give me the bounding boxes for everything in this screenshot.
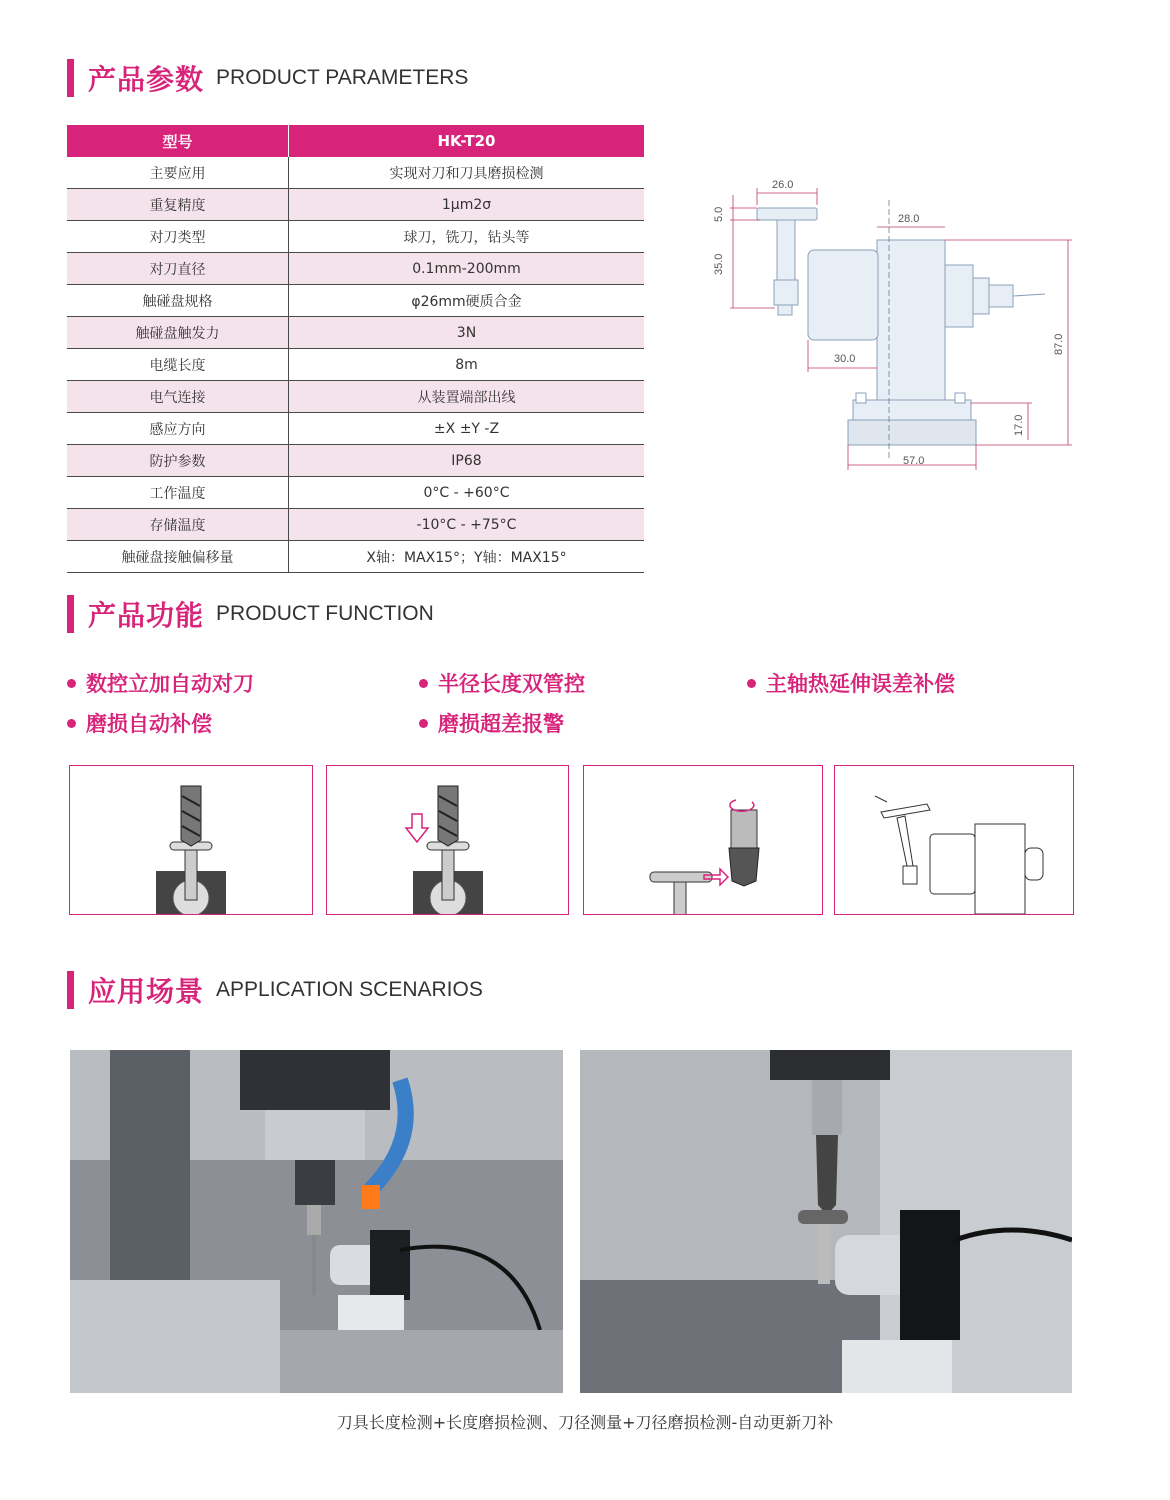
function-list — [67, 668, 1107, 748]
function-illustration-tilt — [834, 765, 1074, 915]
dim-57: 57.0 — [903, 455, 925, 467]
dim-26: 26.0 — [772, 179, 794, 191]
table-row — [67, 317, 644, 349]
param-value: 3N — [289, 317, 645, 349]
dim-35: 35.0 — [713, 253, 725, 275]
machining-scene-2 — [580, 1050, 1072, 1393]
table-row — [67, 253, 644, 285]
param-value: 0.1mm-200mm — [289, 253, 645, 285]
machining-scene-1 — [70, 1050, 563, 1393]
table-row — [67, 221, 644, 253]
table-header-value: HK-T20 — [289, 125, 645, 157]
section-title-en: PRODUCT FUNCTION — [216, 602, 434, 625]
bullet-icon — [419, 719, 428, 728]
table-row — [67, 285, 644, 317]
function-illustration-wear — [326, 765, 569, 915]
tilt-offset-icon — [835, 766, 1074, 915]
param-key: 触碰盘规格 — [67, 285, 289, 317]
param-key: 电气连接 — [67, 381, 289, 413]
table-header-key: 型号 — [67, 125, 289, 157]
table-row — [67, 445, 644, 477]
param-key: 存储温度 — [67, 509, 289, 541]
param-value: 实现对刀和刀具磨损检测 — [289, 157, 645, 189]
param-key: 防护参数 — [67, 445, 289, 477]
function-item: 磨损超差报警 — [419, 708, 564, 738]
application-photo-1 — [70, 1050, 563, 1393]
param-value: 1μm2σ — [289, 189, 645, 221]
section-accent-bar — [67, 595, 74, 633]
section-accent-bar — [67, 59, 74, 97]
param-value: 球刀，铣刀，钻头等 — [289, 221, 645, 253]
function-section-header — [67, 594, 434, 634]
function-item: 磨损自动补偿 — [67, 708, 212, 738]
param-value: -10°C - +75°C — [289, 509, 645, 541]
table-row — [67, 157, 644, 189]
bullet-icon — [747, 679, 756, 688]
function-illustration-length — [69, 765, 313, 915]
dimension-drawing — [700, 170, 1100, 480]
section-accent-bar — [67, 971, 74, 1009]
param-key: 感应方向 — [67, 413, 289, 445]
table-row — [67, 349, 644, 381]
function-item: 数控立加自动对刀 — [67, 668, 254, 698]
param-key: 触碰盘触发力 — [67, 317, 289, 349]
bullet-icon — [419, 679, 428, 688]
table-row — [67, 477, 644, 509]
table-row — [67, 413, 644, 445]
param-key: 对刀直径 — [67, 253, 289, 285]
application-photo-2 — [580, 1050, 1072, 1393]
params-section-header — [67, 58, 468, 98]
function-item: 主轴热延伸误差补偿 — [747, 668, 955, 698]
section-title-en: PRODUCT PARAMETERS — [216, 66, 469, 89]
param-value: 8m — [289, 349, 645, 381]
dim-87: 87.0 — [1053, 333, 1065, 355]
param-key: 工作温度 — [67, 477, 289, 509]
param-value: X轴：MAX15°；Y轴：MAX15° — [289, 541, 645, 573]
table-row — [67, 541, 644, 573]
param-value: 0°C - +60°C — [289, 477, 645, 509]
table-row — [67, 509, 644, 541]
arrow-down-icon — [406, 814, 428, 842]
param-key: 重复精度 — [67, 189, 289, 221]
parameters-table — [67, 125, 644, 573]
param-key: 触碰盘接触偏移量 — [67, 541, 289, 573]
param-value: IP68 — [289, 445, 645, 477]
section-title-en: APPLICATION SCENARIOS — [216, 978, 483, 1001]
param-value: φ26mm硬质合金 — [289, 285, 645, 317]
tool-wear-icon — [327, 766, 569, 915]
dim-28: 28.0 — [898, 213, 920, 225]
section-title-cn: 产品参数 — [88, 63, 205, 96]
param-value: ±X ±Y -Z — [289, 413, 645, 445]
section-title-cn: 应用场景 — [88, 975, 205, 1008]
bullet-icon — [67, 719, 76, 728]
param-key: 电缆长度 — [67, 349, 289, 381]
param-value: 从装置端部出线 — [289, 381, 645, 413]
function-illustration-radius — [583, 765, 823, 915]
dim-30: 30.0 — [834, 353, 856, 365]
application-caption: 刀具长度检测+长度磨损检测、刀径测量+刀径磨损检测-自动更新刀补 — [336, 1413, 834, 1432]
dim-5: 5.0 — [713, 206, 725, 222]
table-row — [67, 189, 644, 221]
param-key: 主要应用 — [67, 157, 289, 189]
application-section-header — [67, 970, 483, 1010]
function-item: 半径长度双管控 — [419, 668, 585, 698]
table-row — [67, 381, 644, 413]
tool-length-icon — [70, 766, 313, 915]
bullet-icon — [67, 679, 76, 688]
param-key: 对刀类型 — [67, 221, 289, 253]
section-title-cn: 产品功能 — [88, 599, 205, 632]
table-header-row — [67, 125, 644, 157]
dim-17: 17.0 — [1013, 414, 1025, 436]
tool-radius-icon — [584, 766, 823, 915]
